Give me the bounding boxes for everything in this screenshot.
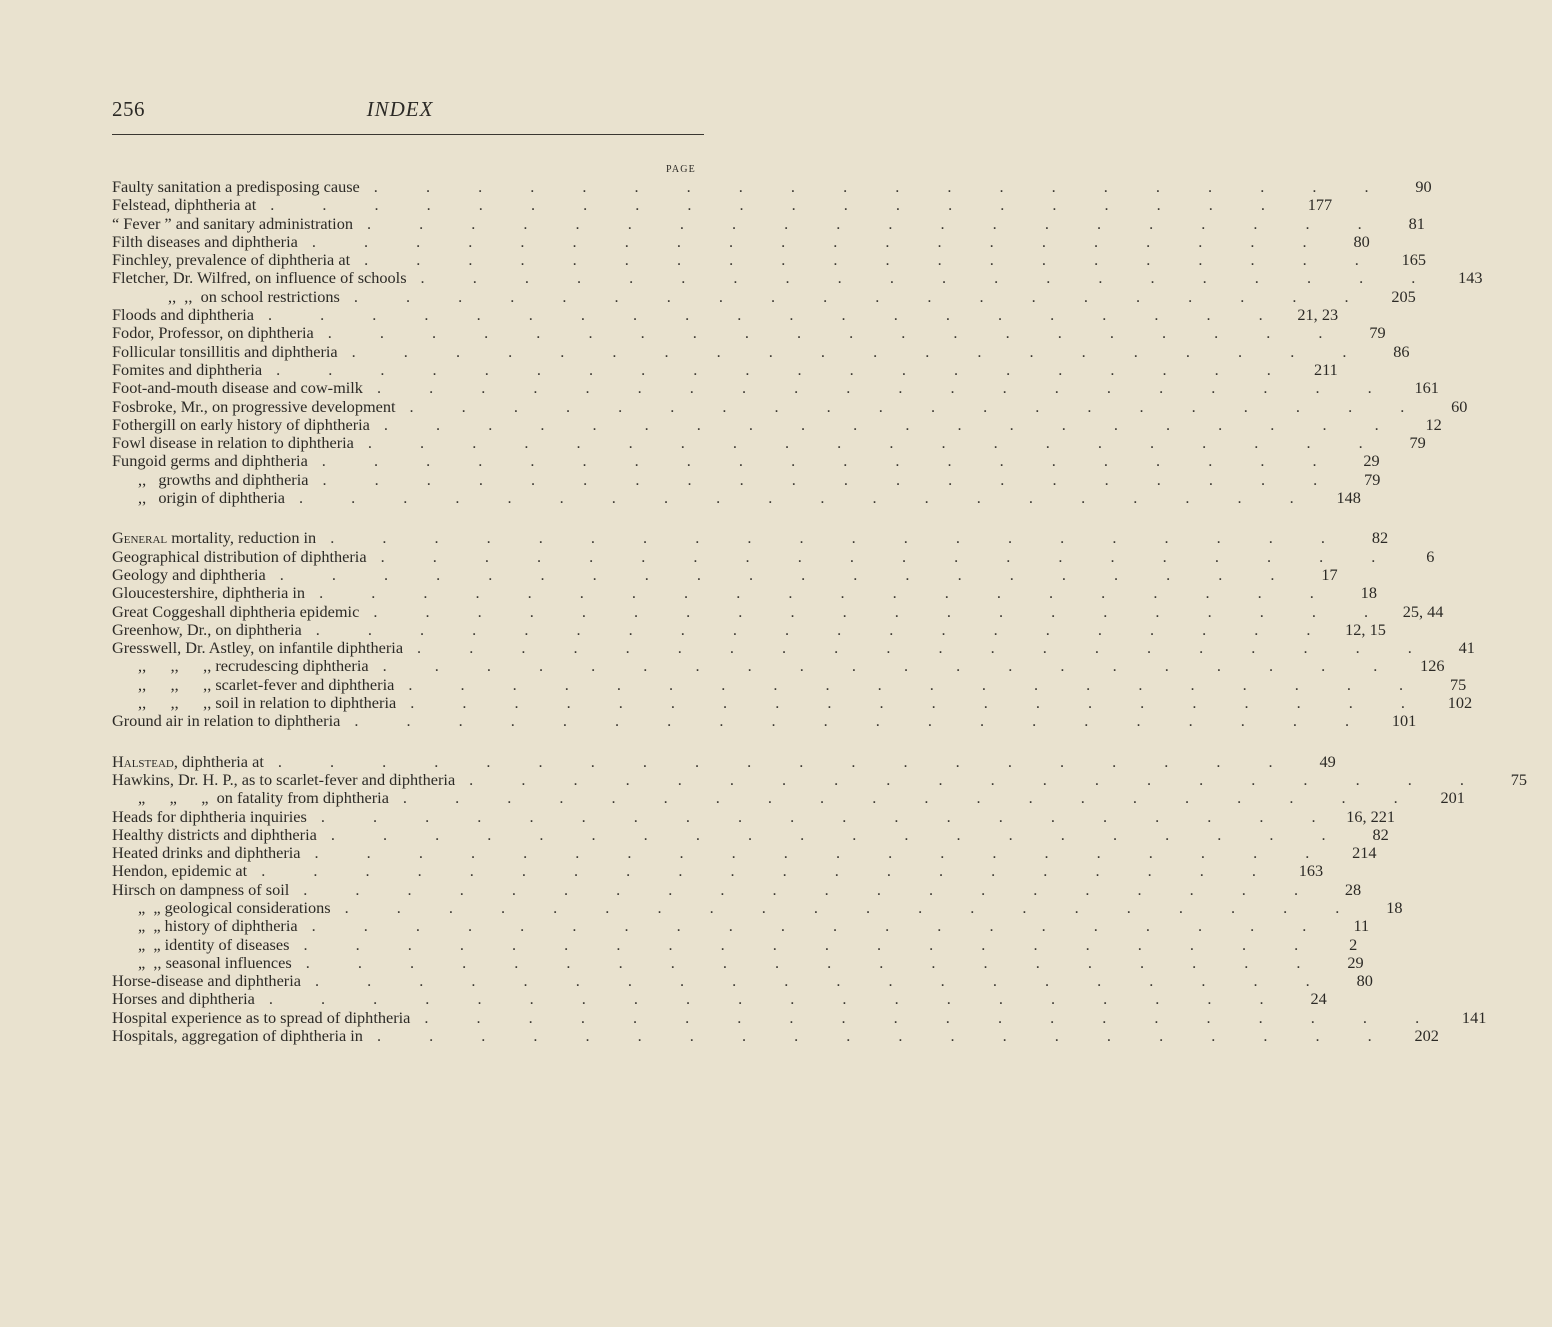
leader-dots: . . . . . . . . . . . . . . . . . . . . — [376, 378, 1394, 398]
entry-label — [112, 899, 331, 917]
entry-label — [112, 657, 369, 675]
page-number: 256 — [112, 97, 145, 121]
entry-label — [112, 324, 314, 342]
index-entry — [112, 656, 1445, 676]
index-entry — [112, 433, 1426, 453]
leader-dots: . . . . . . . . . . . . . . . . . . . . — [330, 824, 1348, 844]
page-reference: 60 — [1451, 396, 1468, 416]
entry-text: „ „ identity of diseases — [138, 934, 290, 954]
entry-text: Fowl disease in relation to diphtheria — [112, 433, 354, 453]
entry-label — [112, 676, 394, 694]
entry-text: Geology and diphtheria — [112, 564, 266, 584]
entry-text: Hendon, epidemic at — [112, 861, 248, 881]
entry-text: Fothergill on early history of diphtheria — [112, 414, 370, 434]
entry-label — [112, 694, 396, 712]
leader-dots: . . . . . . . . . . . . . . . . . . . . — [270, 195, 1287, 215]
page-reference: 163 — [1298, 861, 1324, 881]
index-entry — [112, 528, 1389, 548]
entry-text: Horses and diphtheria — [112, 989, 255, 1009]
leader-dots: . . . . . . . . . . . . . . . . . . . . — [366, 213, 1384, 233]
entry-text: Gloucestershire, diphtheria in — [112, 583, 306, 603]
entry-label — [112, 972, 301, 990]
entry-label — [112, 990, 255, 1008]
leader-dots: . . . . . . . . . . . . . . . . . . . . — [344, 897, 1362, 917]
index-list — [112, 177, 1528, 1046]
page-reference: 82 — [1371, 528, 1389, 548]
page-column-header: PAGE — [666, 164, 696, 175]
entry-label — [112, 712, 340, 730]
entry-label — [112, 584, 305, 602]
leader-dots: . . . . . . . . . . . . . . . . . . . . — [330, 528, 1347, 548]
entry-label — [112, 639, 403, 657]
section-gap — [112, 507, 702, 529]
entry-text: Hirsch on dampness of soil — [112, 879, 290, 899]
page-reference: 79 — [1369, 323, 1386, 343]
leader-dots: . . . . . . . . . . . . . . . . . . . . — [319, 583, 1336, 603]
page-reference: 12, 15 — [1345, 619, 1386, 639]
leader-dots: . . . . . . . . . . . . . . . . . . . . — [298, 488, 1316, 508]
index-entry — [112, 843, 1377, 863]
entry-label — [112, 917, 298, 935]
leader-dots: . . . . . . . . . . . . . . . . . . . . — [469, 769, 1486, 789]
page-reference: 80 — [1356, 971, 1373, 991]
entry-label — [112, 862, 247, 880]
index-section — [112, 528, 1475, 731]
page-reference: 29 — [1363, 451, 1380, 471]
index-entry — [112, 879, 1362, 899]
entry-label — [112, 233, 298, 251]
entry-label — [112, 398, 396, 416]
leader-dots: . . . . . . . . . . . . . . . . . . . . — [380, 546, 1398, 566]
entry-text: Fletcher, Dr. Wilfred, on influence of schools — [112, 268, 407, 288]
leader-dots: . . . . . . . . . . . . . . . . . . . . — [314, 971, 1332, 991]
entry-text: Healthy districts and diphtheria — [112, 824, 317, 844]
entry-text: Filth diseases and diphtheria — [112, 231, 298, 251]
leader-dots: . . . . . . . . . . . . . . . . . . . . — [315, 619, 1333, 639]
leader-dots: . . . . . . . . . . . . . . . . . . . . — [322, 469, 1340, 489]
page-reference: 6 — [1426, 546, 1435, 566]
entry-text: Heated drinks and diphtheria — [112, 843, 301, 863]
index-entry — [112, 268, 1483, 288]
leader-dots: . . . . . . . . . . . . . . . . . . . . — [354, 711, 1372, 731]
leader-dots: . . . . . . . . . . . . . . . . . . . . — [402, 788, 1420, 808]
page-reference: 28 — [1344, 879, 1362, 899]
entry-label — [112, 826, 317, 844]
index-entry — [112, 693, 1473, 713]
index-entry — [112, 583, 1377, 603]
entry-text: Ground air in relation to diphtheria — [112, 711, 341, 731]
entry-label — [112, 954, 292, 972]
index-entry — [112, 788, 1465, 808]
index-section — [112, 177, 1483, 508]
leader-dots: . . . . . . . . . . . . . . . . . . . . — [303, 934, 1321, 954]
entry-text: Follicular tonsillitis and diphtheria — [112, 341, 338, 361]
entry-label — [112, 215, 353, 233]
entry-label — [112, 196, 256, 214]
entry-label — [112, 1009, 410, 1027]
index-entry — [112, 1026, 1439, 1046]
page-reference: 102 — [1447, 693, 1473, 713]
entry-text: Hawkins, Dr. H. P., as to scarlet-fever and diphtheria — [112, 769, 456, 789]
entry-text: , diphtheria at — [173, 751, 264, 771]
entry-text: Great Coggeshall diphtheria epidemic — [112, 601, 360, 621]
page-reference: 201 — [1440, 788, 1465, 808]
entry-label — [112, 1027, 363, 1045]
index-entry — [112, 359, 1338, 379]
leader-dots: . . . . . . . . . . . . . . . . . . . . — [303, 879, 1321, 899]
entry-label — [112, 361, 262, 379]
entry-text: Gresswell, Dr. Astley, on infantile diphtheria — [112, 638, 404, 658]
entry-label — [112, 489, 285, 507]
page-reference: 18 — [1360, 583, 1377, 603]
entry-text: “ Fever ” and sanitary administration — [112, 213, 353, 233]
leader-dots: . . . . . . . . . . . . . . . . . . . . — [311, 231, 1329, 251]
page-reference: 49 — [1319, 751, 1336, 771]
page-reference: 148 — [1336, 488, 1361, 508]
entry-text: Foot-and-mouth disease and cow-milk — [112, 378, 363, 398]
page-reference: 24 — [1310, 989, 1327, 1009]
index-entry — [112, 861, 1324, 881]
entry-label — [112, 251, 350, 269]
entry-text: „ „ history of diphtheria — [138, 916, 298, 936]
entry-text: Fomites and diphtheria — [112, 359, 263, 379]
index-entry — [112, 323, 1386, 343]
entry-text: Felstead, diphtheria at — [112, 195, 257, 215]
leader-dots: . . . . . . . . . . . . . . . . . . . . — [276, 359, 1293, 379]
entry-label — [112, 288, 340, 306]
page-reference: 79 — [1409, 433, 1426, 453]
page-reference: 41 — [1458, 638, 1475, 658]
index-entry — [112, 546, 1435, 566]
page-reference: 21, 23 — [1297, 305, 1339, 325]
entry-text: Finchley, prevalence of diphtheria at — [112, 250, 351, 270]
entry-text: ,, ,, ,, soil in relation to diphtheria — [138, 693, 397, 713]
page-reference: 141 — [1461, 1007, 1487, 1027]
index-entry — [112, 989, 1327, 1009]
page-reference: 79 — [1364, 469, 1381, 489]
page-reference: 86 — [1393, 341, 1410, 361]
entry-text: ,, ,, on school restrictions — [168, 286, 340, 306]
entry-label — [112, 548, 367, 566]
leader-dots: . . . . . . . . . . . . . . . . . . . . — [373, 177, 1391, 196]
index-entry — [112, 213, 1425, 233]
leader-dots: . . . . . . . . . . . . . . . . . . . . — [382, 656, 1400, 676]
index-entry — [112, 451, 1380, 471]
entry-label — [112, 379, 363, 397]
entry-label — [112, 808, 307, 826]
entry-label — [112, 789, 389, 807]
entry-text: „ „ geological considerations — [138, 897, 331, 917]
index-entry — [112, 378, 1439, 398]
leader-dots: . . . . . . . . . . . . . . . . . . . . — [311, 916, 1329, 936]
entry-text: ,, growths and diphtheria — [138, 469, 309, 489]
page-reference: 202 — [1414, 1026, 1439, 1046]
entry-text: Fosbroke, Mr., on progressive development — [112, 396, 396, 416]
page-reference: 177 — [1307, 195, 1333, 215]
entry-label — [112, 621, 302, 639]
leader-dots: . . . . . . . . . . . . . . . . . . . . — [261, 861, 1278, 881]
page-reference: 25, 44 — [1402, 601, 1444, 621]
leader-dots: . . . . . . . . . . . . . . . . . . . . — [367, 433, 1385, 453]
index-entry — [112, 711, 1417, 731]
leader-dots: . . . . . . . . . . . . . . . . . . . . — [279, 564, 1297, 584]
index-entry — [112, 250, 1427, 270]
page-reference: 101 — [1391, 711, 1417, 731]
leader-dots: . . . . . . . . . . . . . . . . . . . . — [420, 268, 1438, 288]
page-reference: 211 — [1313, 359, 1338, 379]
entry-text: Horse-disease and diphtheria — [112, 971, 301, 991]
entry-label — [112, 753, 264, 771]
index-entry — [112, 971, 1373, 991]
page-reference: 165 — [1401, 250, 1427, 270]
index-entry — [112, 341, 1410, 361]
entry-lead-word: General — [112, 528, 168, 548]
entry-lead-word: Halstead — [112, 751, 174, 771]
leader-dots: . . . . . . . . . . . . . . . . . . . . — [417, 638, 1434, 658]
index-entry — [112, 231, 1370, 251]
index-entry — [112, 305, 1339, 325]
entry-label — [112, 771, 455, 789]
leader-dots: . . . . . . . . . . . . . . . . . . . . — [327, 323, 1345, 343]
entry-label — [112, 269, 407, 287]
index-entry — [112, 195, 1333, 215]
index-entry — [112, 488, 1361, 508]
header-rule — [112, 134, 704, 135]
page-reference: 12 — [1425, 414, 1442, 434]
leader-dots: . . . . . . . . . . . . . . . . . . . . — [408, 674, 1426, 694]
leader-dots: . . . . . . . . . . . . . . . . . . . . — [383, 414, 1401, 434]
leader-dots: . . . . . . . . . . . . . . . . . . . . — [353, 286, 1371, 306]
index-entry — [112, 1007, 1487, 1027]
page-reference: 161 — [1414, 378, 1439, 398]
entry-text: ,, ,, ,, scarlet-fever and diphtheria — [138, 674, 395, 694]
leader-dots: . . . . . . . . . . . . . . . . . . . . — [314, 843, 1332, 863]
page-reference: 214 — [1352, 843, 1377, 863]
entry-label — [112, 529, 316, 547]
page-reference: 80 — [1353, 231, 1370, 251]
entry-label — [112, 416, 370, 434]
leader-dots: . . . . . . . . . . . . . . . . . . . . — [410, 693, 1427, 713]
entry-text: Greenhow, Dr., on diphtheria — [112, 619, 302, 639]
index-entry — [112, 916, 1370, 936]
page-reference: 90 — [1415, 177, 1432, 196]
entry-label — [112, 343, 338, 361]
page-reference: 11 — [1353, 916, 1370, 936]
index-section — [112, 751, 1528, 1046]
index-entry — [112, 638, 1475, 658]
leader-dots: . . . . . . . . . . . . . . . . . . . . — [373, 601, 1391, 621]
leader-dots: . . . . . . . . . . . . . . . . . . . . — [351, 341, 1369, 361]
entry-text: mortality, reduction in — [167, 528, 317, 548]
index-entry — [112, 619, 1386, 639]
entry-label — [112, 881, 289, 899]
entry-text: ,, origin of diphtheria — [138, 488, 285, 508]
page-reference: 143 — [1458, 268, 1483, 288]
entry-text: ,, ,, ,, recrudescing diphtheria — [138, 656, 369, 676]
leader-dots: . . . . . . . . . . . . . . . . . . . . — [364, 250, 1381, 270]
index-entry — [112, 601, 1444, 621]
index-entry — [112, 934, 1358, 954]
entry-label — [112, 844, 301, 862]
entry-label — [112, 471, 308, 489]
entry-label — [112, 434, 354, 452]
index-entry — [112, 952, 1364, 972]
index-entry — [112, 564, 1338, 584]
entry-label — [112, 452, 308, 470]
entry-text: Floods and diphtheria — [112, 305, 254, 325]
leader-dots: . . . . . . . . . . . . . . . . . . . . — [268, 305, 1285, 325]
page-reference: 126 — [1420, 656, 1445, 676]
index-entry — [112, 751, 1336, 771]
entry-label — [112, 936, 289, 954]
entry-label — [112, 178, 360, 196]
leader-dots: . . . . . . . . . . . . . . . . . . . . — [376, 1026, 1394, 1046]
entry-text: Hospital experience as to spread of diphtheria — [112, 1007, 411, 1027]
index-entry — [112, 806, 1396, 826]
leader-dots: . . . . . . . . . . . . . . . . . . . . — [321, 451, 1339, 471]
entry-text: Faulty sanitation a predisposing cause — [112, 177, 360, 196]
entry-text: „ ,, seasonal influences — [138, 952, 292, 972]
leader-dots: . . . . . . . . . . . . . . . . . . . . — [409, 396, 1427, 416]
page-reference: 29 — [1347, 952, 1364, 972]
index-entry — [112, 286, 1416, 306]
leader-dots: . . . . . . . . . . . . . . . . . . . . — [320, 806, 1338, 826]
leader-dots: . . . . . . . . . . . . . . . . . . . . — [268, 989, 1286, 1009]
page-reference: 75 — [1449, 674, 1467, 694]
page-reference: 18 — [1386, 897, 1403, 917]
page-reference: 82 — [1372, 824, 1389, 844]
page-reference: 75 — [1510, 769, 1528, 789]
index-entry — [112, 469, 1381, 489]
page-reference: 205 — [1391, 286, 1416, 306]
leader-dots: . . . . . . . . . . . . . . . . . . . . — [277, 751, 1295, 771]
leader-dots: . . . . . . . . . . . . . . . . . . . . — [424, 1007, 1442, 1027]
page-reference: 17 — [1321, 564, 1338, 584]
index-entry — [112, 824, 1389, 844]
leader-dots: . . . . . . . . . . . . . . . . . . . . — [305, 952, 1323, 972]
entry-text: Geographical distribution of diphtheria — [112, 546, 367, 566]
index-entry — [112, 177, 1432, 196]
page-reference: 16, 221 — [1346, 806, 1396, 826]
entry-label — [112, 603, 359, 621]
index-entry — [112, 769, 1528, 789]
page-reference: 81 — [1408, 213, 1425, 233]
entry-text: Fodor, Professor, on diphtheria — [112, 323, 314, 343]
index-entry — [112, 674, 1467, 694]
entry-text: Hospitals, aggregation of diphtheria in — [112, 1026, 363, 1046]
entry-text: Fungoid germs and diphtheria — [112, 451, 308, 471]
entry-text: „ „ „ on fatality from diphtheria — [138, 788, 389, 808]
entry-text: Heads for diphtheria inquiries — [112, 806, 307, 826]
entry-label — [112, 306, 254, 324]
page-reference: 2 — [1349, 934, 1358, 954]
section-gap — [112, 731, 702, 753]
index-entry — [112, 396, 1468, 416]
index-entry — [112, 897, 1403, 917]
running-head: INDEX — [366, 97, 434, 121]
index-entry — [112, 414, 1442, 434]
entry-label — [112, 566, 266, 584]
